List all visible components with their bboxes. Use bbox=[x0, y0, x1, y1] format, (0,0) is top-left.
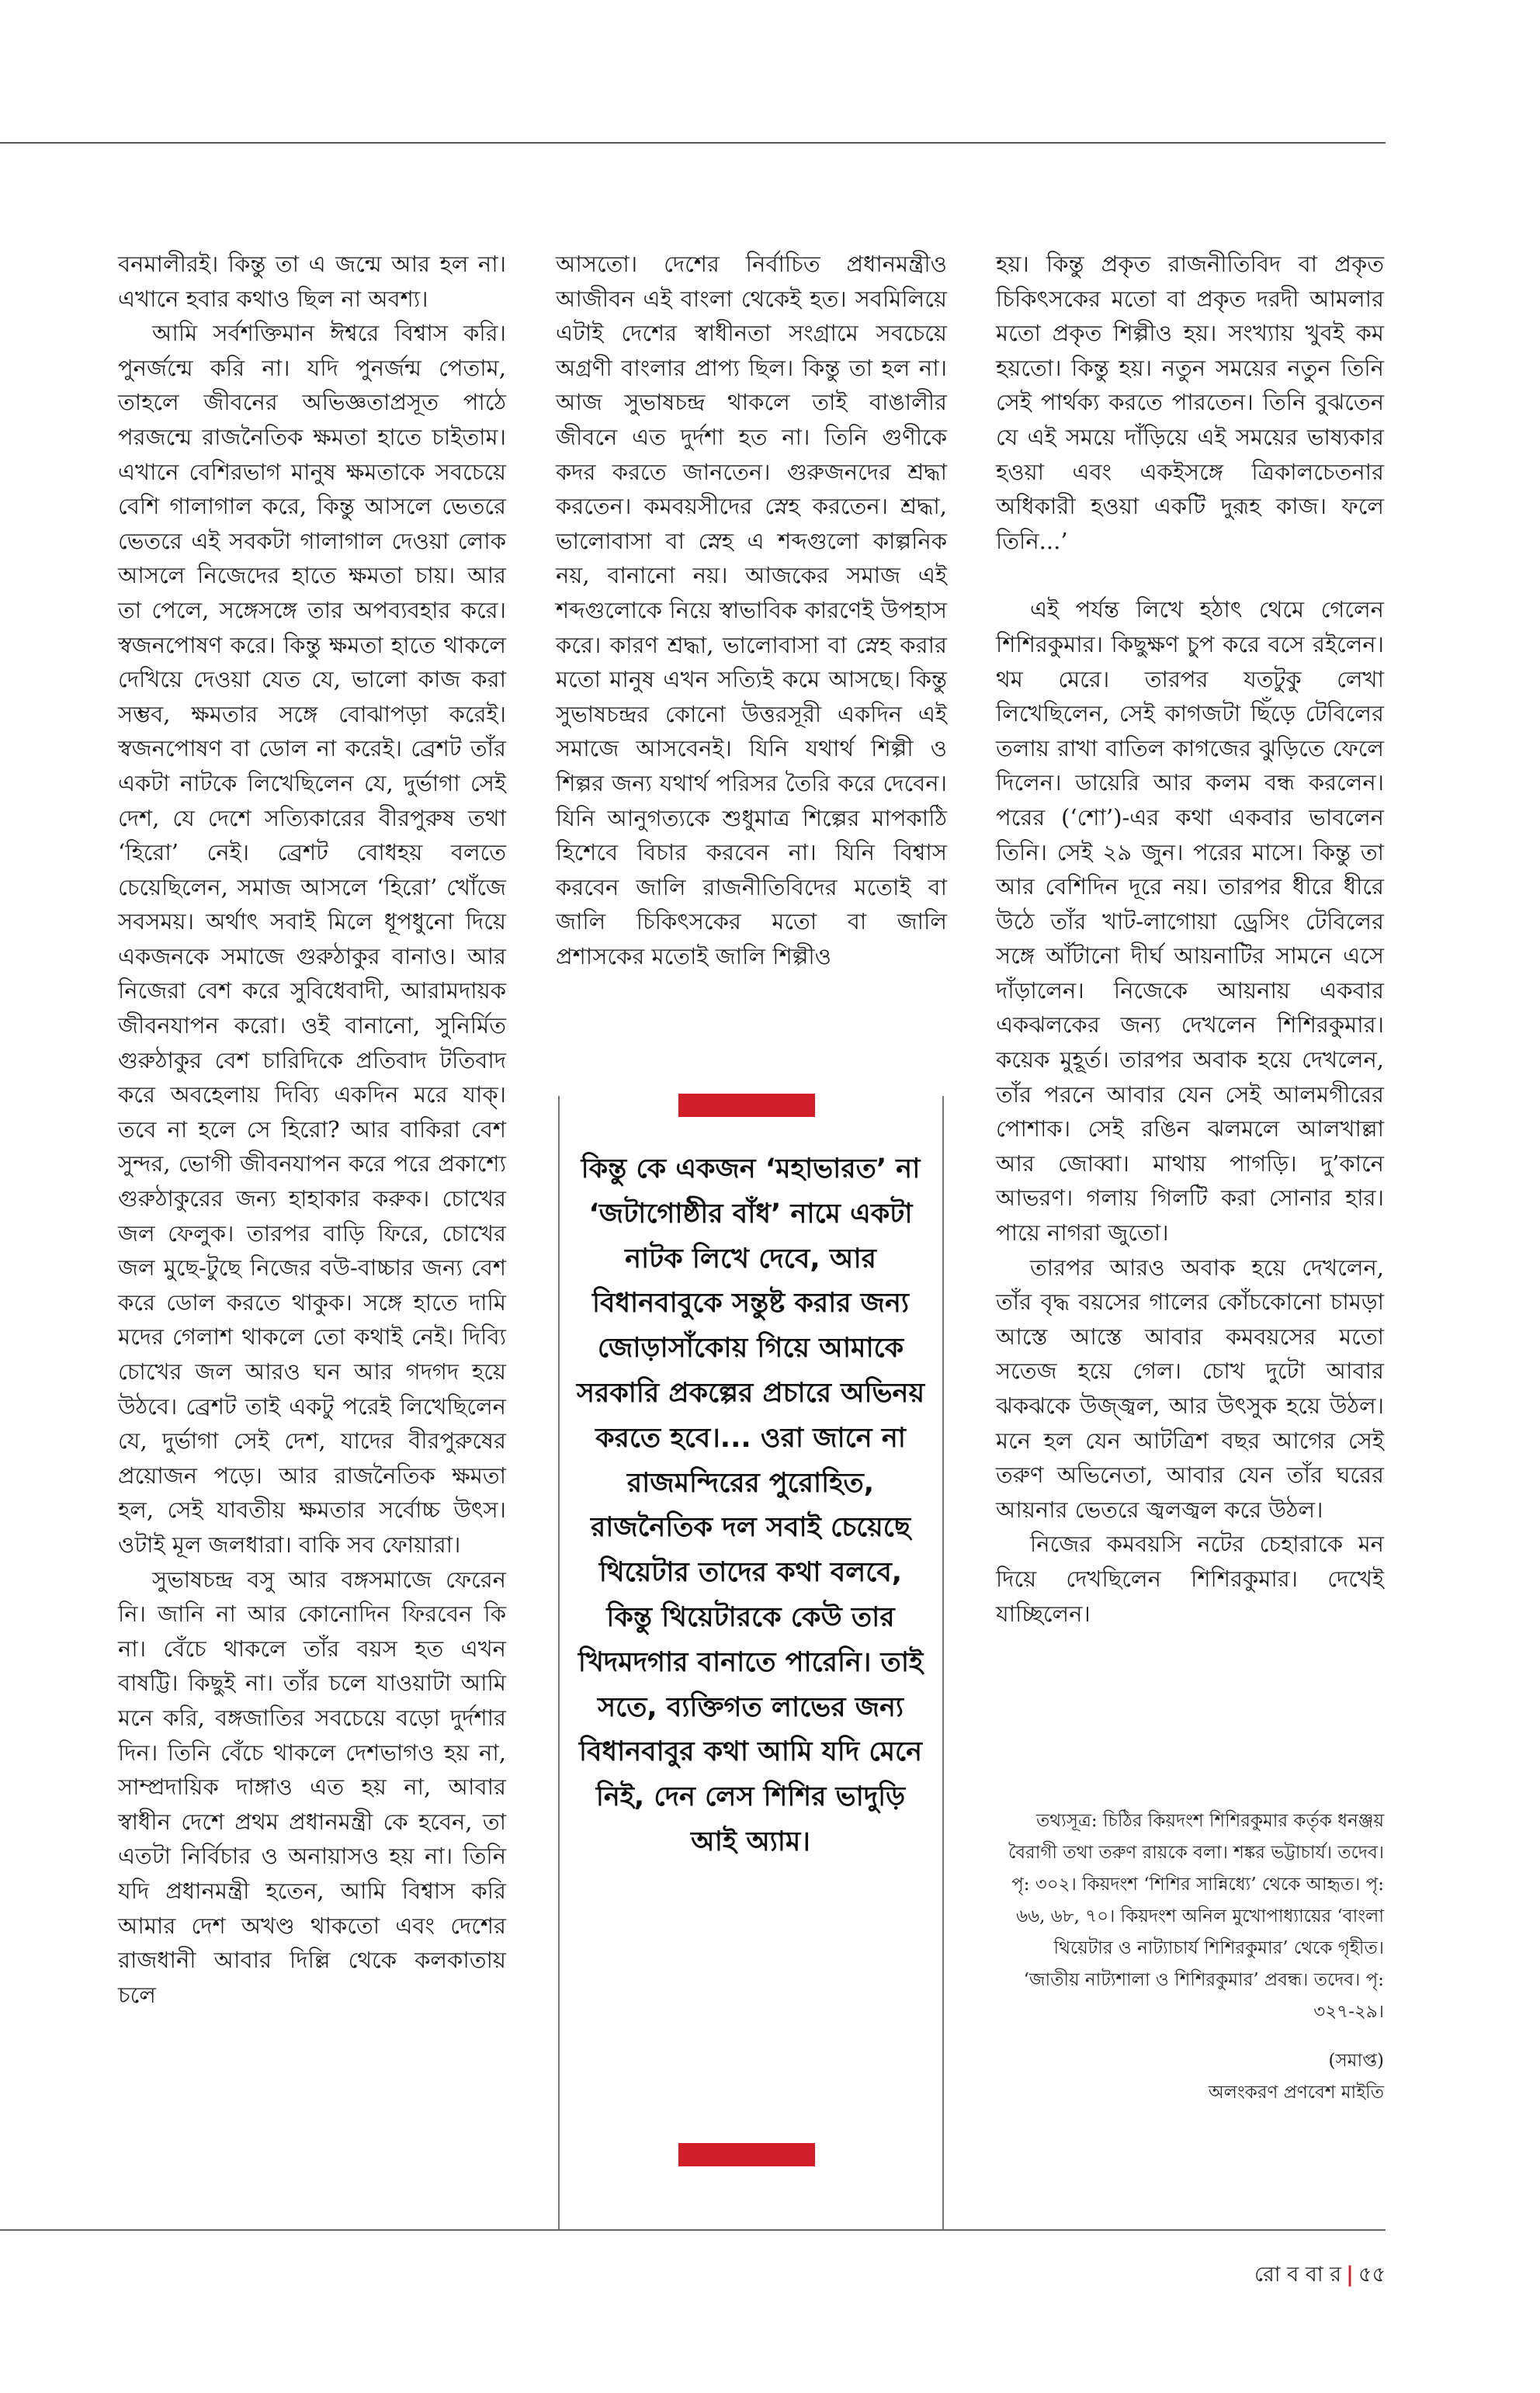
paragraph: বনমালীরই। কিন্তু তা এ জন্মে আর হল না। এখানে হবার কথাও ছিল না অবশ্য। bbox=[118, 251, 506, 312]
illustration-credit: অলংকরণ প্রণবেশ মাইতি bbox=[1208, 2083, 1384, 2103]
paragraph: হয়। কিন্তু প্রকৃত রাজনীতিবিদ বা প্রকৃত চিকিৎসকের মতো বা প্রকৃত দরদী আমলার মতো প্রকৃত শিল্পীও হয়। সংখ্যায় খুবই কম হয়তো। কিন্তু হয়। নতুন সময়ের নতুন তিনি সেই পার্থক্য করতে পারতেন। তিনি বুঝতেন যে এই সময়ে দাঁড়িয়ে এই সময়ের ভাষ্যকার হওয়া এবং একইসঙ্গে ত্রিকালচেতনার অধিকারী হওয়া একটি দুরূহ কাজ। ফলে তিনি...’ bbox=[996, 251, 1384, 554]
page-footer bbox=[1254, 2259, 1386, 2294]
paragraph: আমি সর্বশক্তিমান ঈশ্বরে বিশ্বাস করি। পুনর্জন্মে করি না। যদি পুনর্জন্ম পেতাম, তাহলে জীবনের অভিজ্ঞতাপ্রসূত পাঠে পরজন্মে রাজনৈতিক ক্ষমতা হাতে চাইতাম। এখানে বেশিরভাগ মানুষ ক্ষমতাকে সবচেয়ে বেশি গালাগাল করে, কিন্তু আসলে ভেতরে ভেতরে এই সবকটা গালাগাল দেওয়া লোক আসলে নিজেদের হাতে ক্ষমতা চায়। আর তা পেলে, সঙ্গেসঙ্গে তার অপব্যবহার করে। স্বজনপোষণ করে। কিন্তু ক্ষমতা হাতে থাকলে দেখিয়ে দেওয়া যেত যে, ভালো কাজ করা সম্ভব, ক্ষমতার সঙ্গে বোঝাপড়া করেই। স্বজনপোষণ বা ডোল না করেই। ব্রেশট তাঁর একটা নাটকে লিখেছিলেন যে, দুর্ভাগা সেই দেশ, যে দেশে সত্যিকারের বীরপুরুষ তথা ‘হিরো’ নেই। ব্রেশট বোধহয় বলতে চেয়েছিলেন, সমাজ আসলে ‘হিরো’ খোঁজে সবসময়। অর্থাৎ সবাই মিলে ধূপধুনো দিয়ে একজনকে সমাজে গুরুঠাকুর বানাও। আর নিজেরা বেশ করে সুবিধেবাদী, আরামদায়ক জীবনযাপন করো। ওই বানানো, সুনির্মিত গুরুঠাকুর বেশ চারিদিকে প্রতিবাদ টতিবাদ করে অবহেলায় দিব্যি একদিন মরে যাক্। তবে না হলে সে হিরো? আর বাকিরা বেশ সুন্দর, ভোগী জীবনযাপন করে পরে প্রকাশ্যে গুরুঠাকুরের জন্য হাহাকার করুক। চোখের জল ফেলুক। তারপর বাড়ি ফিরে, চোখের জল মুছে-টুছে নিজের বউ-বাচ্চার জন্য বেশ করে ডোল করতে থাকুক। সঙ্গে হাতে দামি মদের গেলাশ থাকলে তো কথাই নেই। দিব্যি চোখের জল আরও ঘন আর গদগদ হয়ে উঠবে। ব্রেশট তাই একটু পরেই লিখেছিলেন যে, দুর্ভাগা সেই দেশ, যাদের বীরপুরুষের প্রয়োজন পড়ে। আর রাজনৈতিক ক্ষমতা হল, সেই যাবতীয় ক্ষমতার সর্বোচ্চ উৎস। ওটাই মূল জলধারা। বাকি সব ফোয়ারা। bbox=[118, 320, 506, 1558]
pullquote-top-bar bbox=[678, 1094, 815, 1117]
paragraph: আসতো। দেশের নির্বাচিত প্রধানমন্ত্রীও আজীবন এই বাংলা থেকেই হত। সবমিলিয়ে এটাই দেশের স্বাধীনতা সংগ্রামে সবচেয়ে অগ্রণী বাংলার প্রাপ্য ছিল। কিন্তু তা হল না। আজ সুভাষচন্দ্র থাকলে তাই বাঙালীর জীবনে এত দুর্দশা হত না। তিনি গুণীকে কদর করতে জানতেন। গুরুজনদের শ্রদ্ধা করতেন। কমবয়সীদের স্নেহ করতেন। শ্রদ্ধা, ভালোবাসা বা স্নেহ এ শব্দগুলো কাল্পনিক নয়, বানানো নয়। আজকের সমাজ এই শব্দগুলোকে নিয়ে স্বাভাবিক কারণেই উপহাস করে। কারণ শ্রদ্ধা, ভালোবাসা বা স্নেহ করার মতো মানুষ এখন সত্যিই কমে আসছে। কিন্তু সুভাষচন্দ্রর কোনো উত্তরসূরী একদিন এই সমাজে আসবেনই। যিনি যথার্থ শিল্পী ও শিল্পর জন্য যথার্থ পরিসর তৈরি করে দেবেন। যিনি আনুগত্যকে শুধুমাত্র শিল্পের মাপকাঠি হিশেবে বিচার করবেন না। যিনি বিশ্বাস করবেন জালি রাজনীতিবিদের মতোই বা জালি চিকিৎসকের মতো বা জালি প্রশাসকের মতোই জালি শিল্পীও bbox=[556, 251, 947, 969]
paragraph: নিজের কমবয়সি নটের চেহারাকে মন দিয়ে দেখছিলেন শিশিরকুমার। দেখেই যাচ্ছিলেন। bbox=[996, 1531, 1384, 1627]
footer-separator: | bbox=[1346, 2263, 1354, 2287]
end-mark: (সমাপ্ত) bbox=[1328, 2051, 1384, 2071]
paragraph-gap bbox=[996, 558, 1384, 592]
pullquote: কিন্তু কে একজন ‘মহাভারত’ না ‘জটাগোষ্ঠীর বাঁধ’ নামে একটা নাটক লিখে দেবে, আর বিধানবাবুকে সন্তুষ্ট করার জন্য জোড়াসাঁকোয় গিয়ে আমাকে সরকারি প্রকল্পের প্রচারে অভিনয় করতে হবে।... ওরা জানে না রাজমন্দিরের পুরোহিত, রাজনৈতিক দল সবাই চেয়েছে থিয়েটার তাদের কথা বলবে, কিন্তু থিয়েটারকে কেউ তার খিদমদগার বানাতে পারেনি। তাই সতে, ব্যক্তিগত লাভের জন্য বিধানবাবুর কথা আমি যদি মেনে নিই, দেন লেস শিশির ভাদুড়ি আই অ্যাম। bbox=[576, 1153, 925, 1857]
page-number: ৫৫ bbox=[1358, 2263, 1386, 2287]
credits-block bbox=[996, 1805, 1384, 2109]
pullquote-left-rule bbox=[558, 1096, 560, 2229]
magazine-name: রো ব বা র bbox=[1254, 2263, 1342, 2287]
pullquote-bottom-bar bbox=[678, 2143, 815, 2166]
article-column-3 bbox=[996, 247, 1384, 1631]
article-column-2 bbox=[556, 247, 947, 973]
article-column-1 bbox=[118, 247, 506, 2012]
paragraph: তারপর আরও অবাক হয়ে দেখলেন, তাঁর বৃদ্ধ বয়সের গালের কোঁচকোনো চামড়া আস্তে আস্তে আবার কমবয়সের মতো সতেজ হয়ে গেল। চোখ দুটো আবার ঝকঝকে উজ্জ্বল, আর উৎসুক হয়ে উঠল। মনে হল যেন আটত্রিশ বছর আগের সেই তরুণ অভিনেতা, আবার যেন তাঁর ঘরের আয়নার ভেতরে জ্বলজ্বল করে উঠল। bbox=[996, 1254, 1384, 1523]
paragraph: এই পর্যন্ত লিখে হঠাৎ থেমে গেলেন শিশিরকুমার। কিছুক্ষণ চুপ করে বসে রইলেন। থম মেরে। তারপর যতটুকু লেখা লিখেছিলেন, সেই কাগজটা ছিঁড়ে টেবিলের তলায় রাখা বাতিল কাগজের ঝুড়িতে ফেলে দিলেন। ডায়েরি আর কলম বন্ধ করলেন। পরের (‘শো’)-এর কথা একবার ভাবলেন তিনি। সেই ২৯ জুন। পরের মাসে। কিন্তু তা আর বেশিদিন দূরে নয়। তারপর ধীরে ধীরে উঠে তাঁর খাট-লাগোয়া ড্রেসিং টেবিলের সঙ্গে আঁটানো দীর্ঘ আয়নাটির সামনে এসে দাঁড়ালেন। নিজেকে আয়নায় একবার একঝলকের জন্য দেখলেন শিশিরকুমার। কয়েক মুহূর্ত। তারপর অবাক হয়ে দেখলেন, তাঁর পরনে আবার যেন সেই আলমগীরের পোশাক। সেই রঙিন ঝলমলে আলখাল্লা আর জোব্বা। মাথায় পাগড়ি। দু’কানে আভরণ। গলায় গিলটি করা সোনার হার। পায়ে নাগরা জুতো। bbox=[996, 596, 1384, 1247]
paragraph: সুভাষচন্দ্র বসু আর বঙ্গসমাজে ফেরেন নি। জানি না আর কোনোদিন ফিরবেন কি না। বেঁচে থাকলে তাঁর বয়স হত এখন বাষট্টি। কিছুই না। তাঁর চলে যাওয়াটা আমি মনে করি, বঙ্গজাতির সবচেয়ে বড়ো দুর্দশার দিন। তিনি বেঁচে থাকলে দেশভাগও হয় না, সাম্প্রদায়িক দাঙ্গাও এত হয় না, আবার স্বাধীন দেশে প্রথম প্রধানমন্ত্রী কে হবেন, তা এতটা নির্বিচার ও অনায়াসও হয় না। তিনি যদি প্রধানমন্ত্রী হতেন, আমি বিশ্বাস করি আমার দেশ অখণ্ড থাকতো এবং দেশের রাজধানী আবার দিল্লি থেকে কলকাতায় চলে bbox=[118, 1566, 506, 2008]
pullquote-right-rule bbox=[942, 1096, 944, 2229]
top-rule bbox=[0, 142, 1386, 144]
bottom-rule bbox=[0, 2229, 1386, 2231]
sources-note: তথ্যসূত্র: চিঠির কিয়দংশ শিশিরকুমার কর্তৃক ধনঞ্জয় বৈরাগী তথা তরুণ রায়কে বলা। শঙ্কর ভট্টাচার্য। তদেব। পৃ: ৩০২। কিয়দংশ ‘শিশির সান্নিধ্যে’ থেকে আহৃত। পৃ: ৬৬, ৬৮, ৭০। কিয়দংশ অনিল মুখোপাধ্যায়ের ‘বাংলা থিয়েটার ও নাট্যাচার্য শিশিরকুমার’ থেকে গৃহীত। ‘জাতীয় নাট্যশালা ও শিশিরকুমার’ প্রবন্ধ। তদেব। পৃ: ৩২৭-২৯। bbox=[1008, 1811, 1384, 2022]
